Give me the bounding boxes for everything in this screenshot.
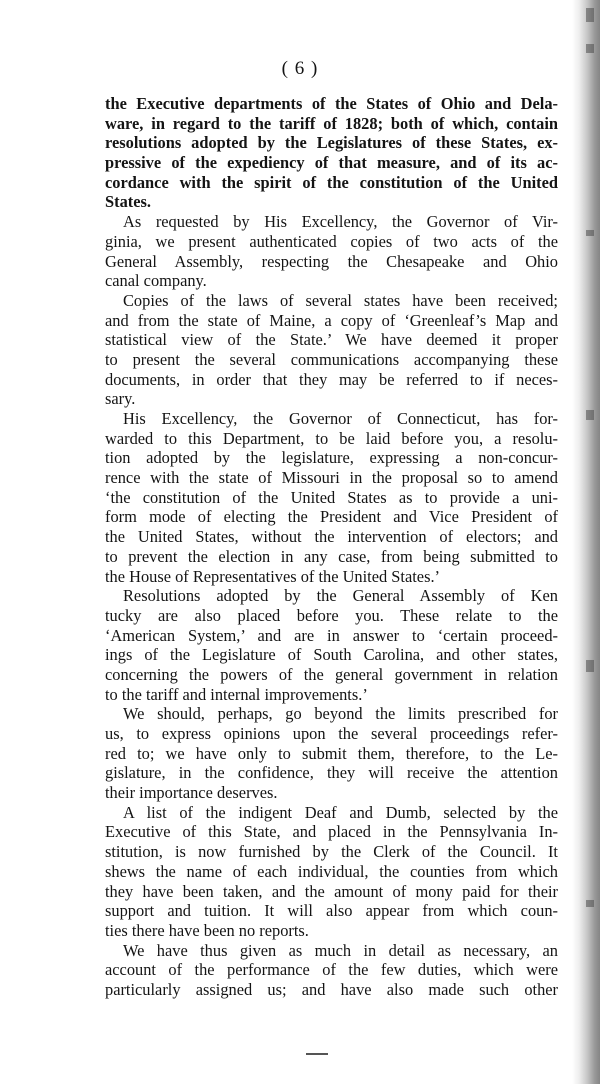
edge-mark — [586, 410, 594, 420]
text-line: cordance with the spirit of the constitution of the United — [105, 172, 558, 192]
text-line: ‘American System,’ and are in answer to ‘certain proceed- — [105, 625, 558, 645]
text-line: warded to this Department, to be laid before you, a resolu- — [105, 428, 558, 448]
text-line: His Excellency, the Governor of Connecticut, has for- — [123, 409, 558, 428]
text-line: the United States, without the intervention of electors; and — [105, 527, 558, 547]
text-line: to prevent the election in any case, from being submitted to — [105, 546, 558, 566]
text-line: the House of Representatives of the United States.’ — [105, 566, 441, 586]
edge-mark — [586, 44, 594, 53]
text-line: tucky are also placed before you. These relate to the — [105, 605, 558, 625]
text-line: the Executive departments of the States of Ohio and Dela- — [105, 94, 558, 113]
text-line: ties there have been no reports. — [105, 920, 309, 940]
text-line: We should, perhaps, go beyond the limits prescribed for — [123, 704, 558, 724]
text-line: statistical view of the State.’ We have deemed it proper — [105, 330, 558, 350]
text-line: pressive of the expediency of that measure, and of its ac- — [105, 153, 558, 173]
text-line: tion adopted by the legislature, expressing a non-concur- — [105, 448, 558, 468]
text-line: resolutions adopted by the Legislatures of these States, ex- — [105, 133, 558, 153]
bottom-rule — [306, 1053, 328, 1055]
text-line: ‘the constitution of the United States as to provide a uni- — [105, 487, 558, 507]
text-line: to the tariff and internal improvements.’ — [105, 684, 368, 704]
text-line: form mode of electing the President and Vice President of — [105, 507, 558, 527]
text-line: Resolutions adopted by the General Assembly of Ken — [123, 586, 558, 606]
text-line: they have been taken, and the amount of mony paid for their — [105, 881, 558, 901]
text-line: A list of the indigent Deaf and Dumb, selected by the — [123, 802, 558, 822]
text-line: particularly assigned us; and have also made such other — [105, 979, 558, 999]
text-line: We have thus given as much in detail as necessary, an — [123, 940, 558, 960]
text-line: ings of the Legislature of South Carolina, and other states, — [105, 645, 558, 665]
text-line: red to; we have only to submit them, therefore, to the Le- — [105, 743, 558, 763]
text-line: sary. — [105, 389, 136, 409]
text-line: States. — [105, 192, 151, 212]
edge-mark — [586, 660, 594, 672]
page-number: ( 6 ) — [281, 58, 319, 79]
text-line: us, to express opinions upon the several proceedings refer- — [105, 724, 558, 743]
text-line: stitution, is now furnished by the Clerk of the Council. It — [105, 842, 558, 862]
text-line: concerning the powers of the general government in relation — [105, 664, 558, 684]
text-line: ware, in regard to the tariff of 1828; both of which, contain — [105, 113, 558, 133]
text-line: canal company. — [105, 271, 207, 291]
text-line: support and tuition. It will also appear from which coun- — [105, 901, 558, 921]
text-line: and from the state of Maine, a copy of ‘Greenleaf’s Map and — [105, 310, 558, 330]
text-line: Executive of this State, and placed in the Pennsylvania In- — [105, 822, 558, 842]
edge-mark — [586, 230, 594, 236]
edge-mark — [586, 8, 594, 22]
edge-mark — [586, 900, 594, 907]
text-line: to present the several communications accompanying these — [105, 349, 558, 369]
body-text — [105, 94, 558, 1000]
text-line: documents, in order that they may be referred to if neces- — [105, 369, 558, 389]
page-edge-shadow — [572, 0, 600, 1084]
text-line: As requested by His Excellency, the Governor of Vir- — [123, 212, 558, 232]
text-line: their importance deserves. — [105, 783, 278, 803]
text-line: ginia, we present authenticated copies of two acts of the — [105, 231, 558, 251]
text-line: shews the name of each individual, the counties from which — [105, 861, 558, 881]
text-line: General Assembly, respecting the Chesapeake and Ohio — [105, 251, 558, 271]
text-line: rence with the state of Missouri in the proposal so to amend — [105, 468, 558, 488]
text-line: account of the performance of the few duties, which were — [105, 960, 558, 980]
text-line: Copies of the laws of several states have been received; — [123, 290, 558, 310]
text-line: gislature, in the confidence, they will receive the attention — [105, 763, 558, 783]
